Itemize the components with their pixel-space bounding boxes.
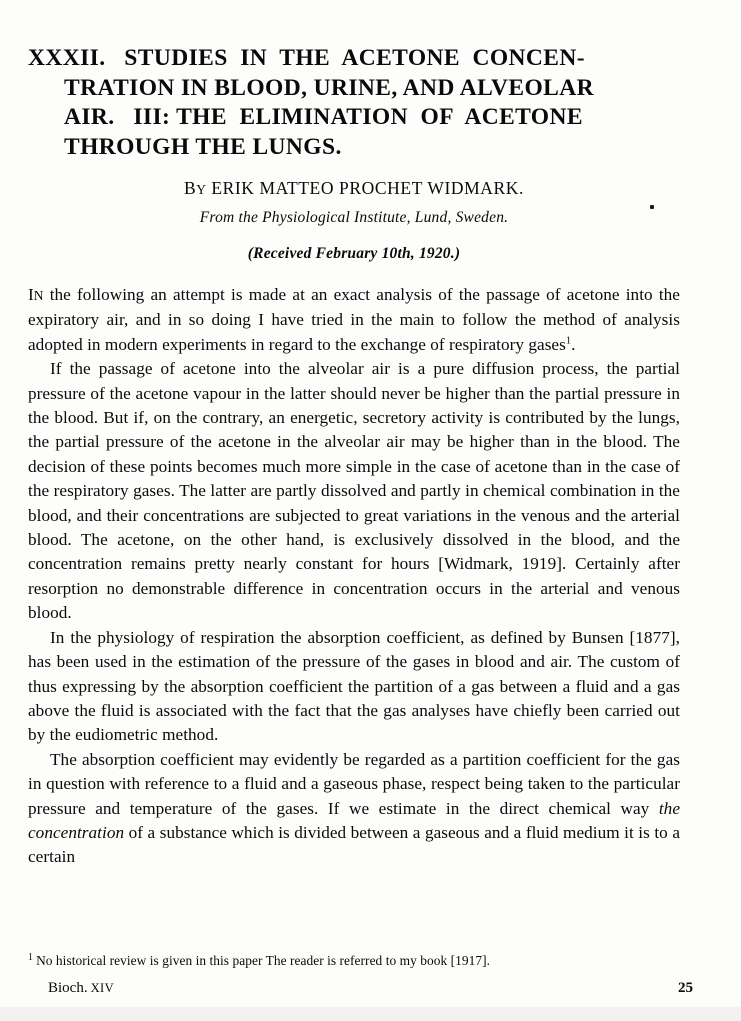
title-line-3: AIR. III: THE ELIMINATION OF ACETONE xyxy=(64,104,583,130)
paragraph-dropcap-first: I xyxy=(28,285,34,304)
title-line-4: THROUGH THE LUNGS. xyxy=(64,133,342,160)
paragraph-dropcap-rest: N xyxy=(33,288,44,303)
byline-by-first: B xyxy=(184,178,197,198)
received-date: (Received February 10th, 1920.) xyxy=(247,245,461,262)
article-body xyxy=(28,283,680,870)
author-name: ERIK MATTEO PROCHET WIDMARK. xyxy=(211,178,524,198)
author-byline xyxy=(28,178,680,199)
byline-by-rest: Y xyxy=(196,182,207,197)
author-affiliation: From the Physiological Institute, Lund, Sweden. xyxy=(199,209,509,226)
page-footer xyxy=(48,980,693,997)
paragraph-1-text-before-footnote: the following an attempt is made at an exact analysis of the passage of acetone into the expiratory air, and in so doing I have tried in the main to follow the method of analysis adopted in modern experiments in regard to the exchange of respiratory gases xyxy=(28,285,680,354)
journal-name: Bioch. xyxy=(48,980,88,996)
title-line-2: TRATION IN BLOOD, URINE, AND ALVEOLAR xyxy=(64,74,594,101)
paragraph-4-emphasis: the concentration xyxy=(28,798,680,842)
body-paragraph-4 xyxy=(28,748,680,870)
body-paragraph-1 xyxy=(28,283,680,357)
page-content xyxy=(28,0,680,870)
title-line-1: XXXII. STUDIES IN THE ACETONE CONCEN- xyxy=(28,45,585,71)
journal-volume: XIV xyxy=(90,981,115,995)
article-title xyxy=(28,44,680,162)
paragraph-1-text-after-footnote: . xyxy=(571,334,576,354)
paragraph-4-text-part-2: of a substance which is divided between a gaseous and a fluid medium it is to a certain xyxy=(28,822,680,867)
footnote-marker: 1 xyxy=(28,951,34,963)
footnote-text: No historical review is given in this paper The reader is referred to my book [1917]. xyxy=(36,953,491,968)
journal-signature xyxy=(48,980,114,997)
body-paragraph-3: In the physiology of respiration the absorption coefficient, as defined by Bunsen [1877], has been used in the estimation of the pressure of the gases in blood and air. The custom of thus expressing by the absorption coefficient the partition of a gas between a fluid and a gas above the fluid is associated with the fact that the gas analyses have chiefly been carried out by the eudiometric method. xyxy=(28,627,680,745)
paragraph-4-text-part-1: The absorption coefficient may evidently be regarded as a partition coefficient for the gas in question with reference to a fluid and a gaseous phase, respect being taken to the particular pressure and temperature of the gases. If we estimate in the direct chemical way xyxy=(28,749,680,818)
body-paragraph-2: If the passage of acetone into the alveolar air is a pure diffusion process, the partial pressure of the acetone vapour in the latter should never be higher than the partial pressure in the blood. But if, on the contrary, an energetic, secretory activity is contributed by the lungs, the partial pressure of the acetone in the alveolar air may be higher than in the blood. The decision of these points becomes much more simple in the case of acetone than in the case of the respiratory gases. The latter are partly dissolved and partly in chemical combination in the blood, and their concentrations are subjected to great variations in the venous and the arterial blood. The acetone, on the other hand, is exclusively dissolved in the blood, and the concentration remains pretty nearly constant for hours [Widmark, 1919]. Certainly after resorption no demonstrable difference in concentration occurs in the arterial and venous blood. xyxy=(28,359,680,623)
page-number: 25 xyxy=(678,980,693,996)
page-footnote xyxy=(28,952,680,969)
footnote-reference-1[interactable]: 1 xyxy=(565,335,572,347)
